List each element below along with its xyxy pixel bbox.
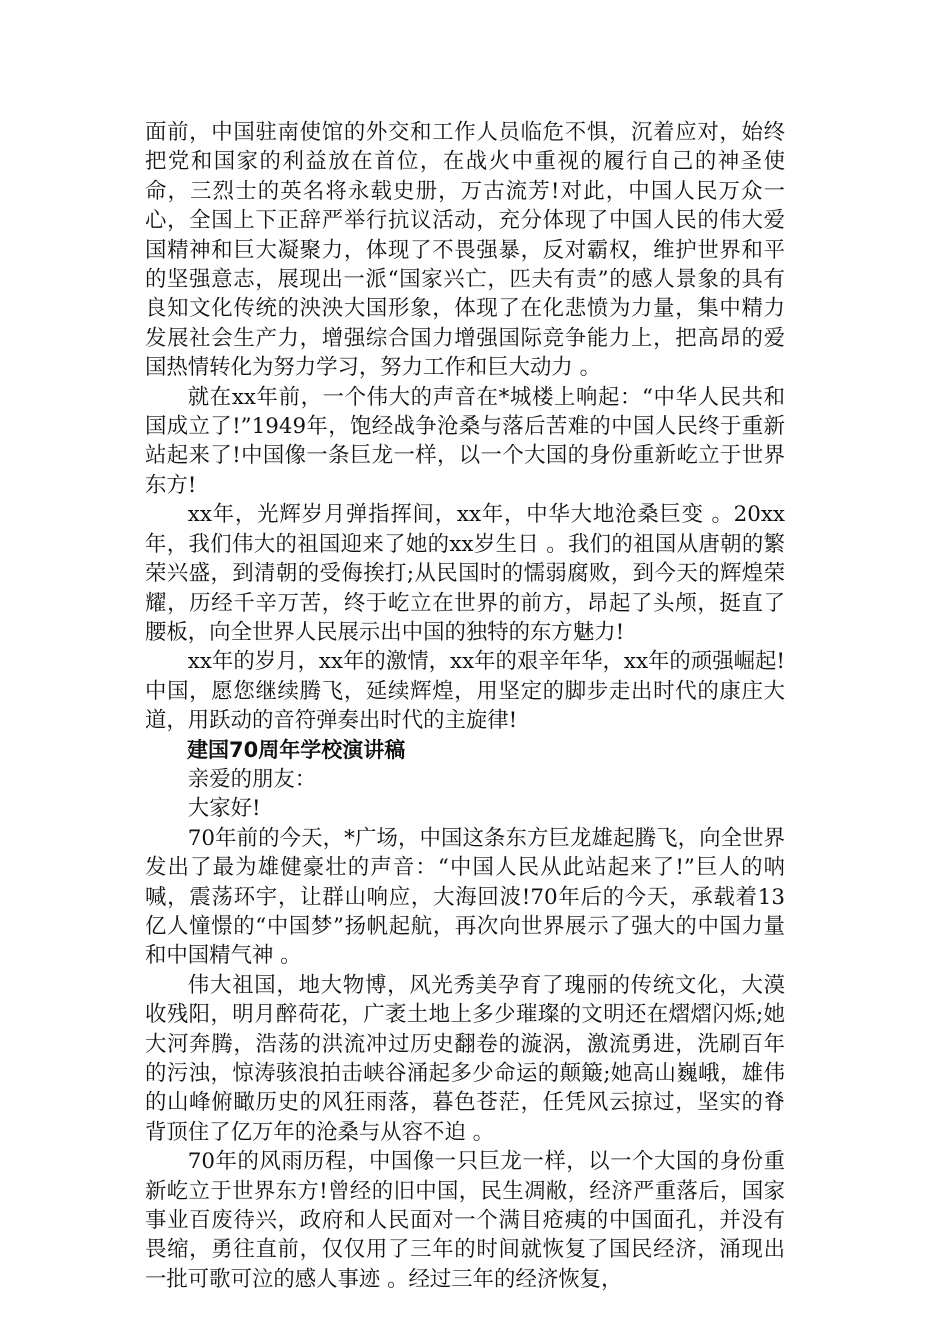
document-page xyxy=(145,118,785,1294)
paragraph-1: 面前，中国驻南使馆的外交和工作人员临危不惧，沉着应对，始终把党和国家的利益放在首位，在战火中重视的履行自己的神圣使命，三烈士的英名将永载史册，万古流芳!对此，中国人民万众一心，全国上下正辞严举行抗议活动，充分体现了中国人民的伟大爱国精神和巨大凝聚力，体现了不畏强暴，反对霸权，维护世界和平的坚强意志，展现出一派“国家兴亡，匹夫有责”的感人景象的具有良知文化传统的泱泱大国形象，体现了在化悲愤为力量，集中精力发展社会生产力，增强综合国力增强国际竞争能力上，把高昂的爱国热情转化为努力学习，努力工作和巨大动力 。 xyxy=(145,120,785,381)
section-heading: 建国70周年学校演讲稿 xyxy=(187,737,406,762)
paragraph-4: xx年的岁月，xx年的激情，xx年的艰辛年华，xx年的顽强崛起!中国，愿您继续腾飞，延续辉煌，用坚定的脚步走出时代的康庄大道，用跃动的音符弹奏出时代的主旋律! xyxy=(145,649,785,734)
greeting: 大家好! xyxy=(187,796,261,822)
paragraph-6: 伟大祖国，地大物博，风光秀美孕育了瑰丽的传统文化，大漠收残阳，明月醉荷花，广袤土地上多少璀璨的文明还在熠熠闪烁;她大河奔腾，浩荡的洪流冲过历史翻卷的漩涡，激流勇进，洗刷百年的污浊，惊涛骇浪拍击峡谷涌起多少命运的颠簸;她高山巍峨，雄伟的山峰俯瞰历史的风狂雨落，暮色苍茫，任凭风云掠过，坚实的脊背顶住了亿万年的沧桑与从容不迫 。 xyxy=(145,972,785,1145)
paragraph-5: 70年前的今天，*广场，中国这条东方巨龙雄起腾飞，向全世界发出了最为雄健豪壮的声音：“中国人民从此站起来了!”巨人的呐喊，震荡环宇，让群山响应，大海回波!70年后的今天，承载着13亿人憧憬的“中国梦”扬帆起航，再次向世界展示了强大的中国力量和中国精气神 。 xyxy=(145,825,785,969)
paragraph-7: 70年的风雨历程，中国像一只巨龙一样，以一个大国的身份重新屹立于世界东方!曾经的旧中国，民生凋敝，经济严重落后，国家事业百废待兴，政府和人民面对一个满目疮痍的中国面孔，并没有畏缩，勇往直前，仅仅用了三年的时间就恢复了国民经济，涌现出一批可歌可泣的感人事迹 。经过三年的经济恢复， xyxy=(145,1149,785,1292)
paragraph-3: xx年，光辉岁月弹指挥间，xx年，中华大地沧桑巨变 。20xx年，我们伟大的祖国迎来了她的xx岁生日 。我们的祖国从唐朝的繁荣兴盛，到清朝的受侮挨打;从民国时的懦弱腐败，到今天的辉煌荣耀，历经千辛万苦，终于屹立在世界的前方，昂起了头颅，挺直了腰板，向全世界人民展示出中国的独特的东方魅力! xyxy=(145,502,785,645)
salutation: 亲爱的朋友： xyxy=(187,766,317,792)
paragraph-2: 就在xx年前，一个伟大的声音在*城楼上响起：“中华人民共和国成立了!”1949年，饱经战争沧桑与落后苦难的中国人民终于重新站起来了!中国像一条巨龙一样，以一个大国的身份重新屹立于世界东方! xyxy=(145,384,785,498)
